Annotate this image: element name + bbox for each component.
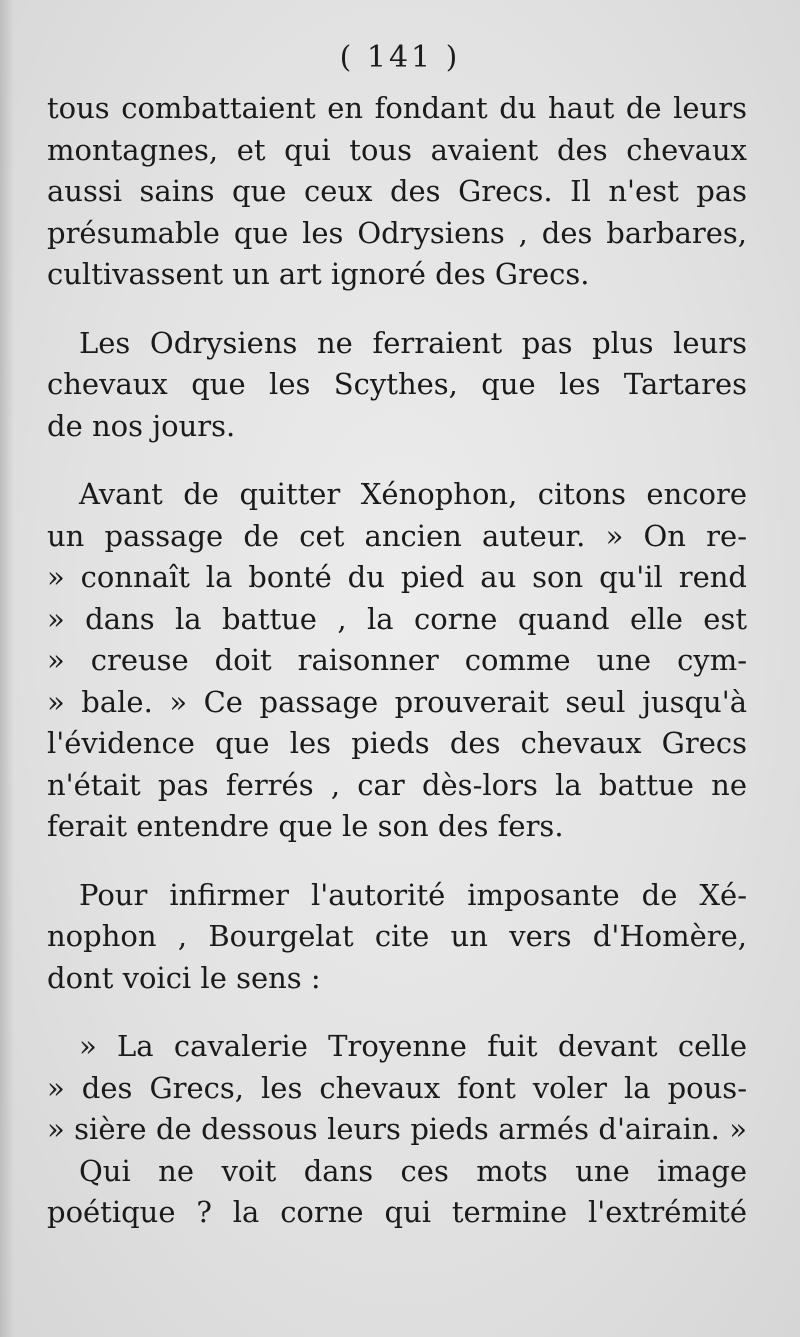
paragraph-5 [47, 1026, 747, 1234]
text-line: » creuse doit raisonner comme une cym- [47, 643, 747, 677]
paragraph-1 [47, 88, 747, 296]
paragraph-3 [47, 474, 747, 848]
text-line: de nos jours. [47, 408, 236, 443]
text-line: l'évidence que les pieds des chevaux Grecs [47, 726, 747, 760]
text-line: » bale. » Ce passage prouverait seul jusqu'à [47, 684, 747, 719]
text-line: chevaux que les Scythes, que les Tartares [47, 367, 747, 401]
paragraph-2 [47, 323, 747, 448]
text-line: présumable que les Odrysiens , des barbares, [47, 215, 747, 250]
page-edge-shadow [0, 0, 14, 1337]
text-line: » La cavalerie Troyenne fuit devant celle [79, 1029, 747, 1063]
page-number: ( 141 ) [339, 40, 461, 75]
text-line: Pour infirmer l'autorité imposante de Xé- [79, 877, 747, 912]
text-line: nophon , Bourgelat cite un vers d'Homère, [47, 919, 747, 953]
text-line: un passage de cet ancien auteur. » On re- [47, 518, 747, 553]
text-line: aussi sains que ceux des Grecs. Il n'est pas [47, 174, 747, 208]
text-line: » connaît la bonté du pied au son qu'il rend [47, 560, 747, 594]
text-line: » dans la battue , la corne quand elle est [47, 601, 747, 636]
text-line: n'était pas ferrés , car dès-lors la battue ne [47, 767, 747, 802]
text-line: Qui ne voit dans ces mots une image [79, 1153, 747, 1188]
text-line: » sière de dessous leurs pieds armés d'airain. » [47, 1112, 747, 1146]
text-line: cultivassent un art ignoré des Grecs. [47, 257, 590, 291]
text-line: tous combattaient en fondant du haut de leurs [47, 91, 747, 125]
text-line: ferait entendre que le son des fers. [47, 809, 564, 843]
text-line: » des Grecs, les chevaux font voler la pous- [47, 1070, 747, 1105]
text-line: poétique ? la corne qui termine l'extrémité [47, 1195, 747, 1229]
text-line: montagnes, et qui tous avaient des chevaux [47, 132, 747, 167]
paragraph-4 [47, 875, 747, 1000]
text-line: Les Odrysiens ne ferraient pas plus leurs [79, 325, 747, 360]
body-text [47, 88, 747, 1234]
text-line: Avant de quitter Xénophon, citons encore [79, 477, 747, 511]
text-line: dont voici le sens : [47, 960, 321, 995]
